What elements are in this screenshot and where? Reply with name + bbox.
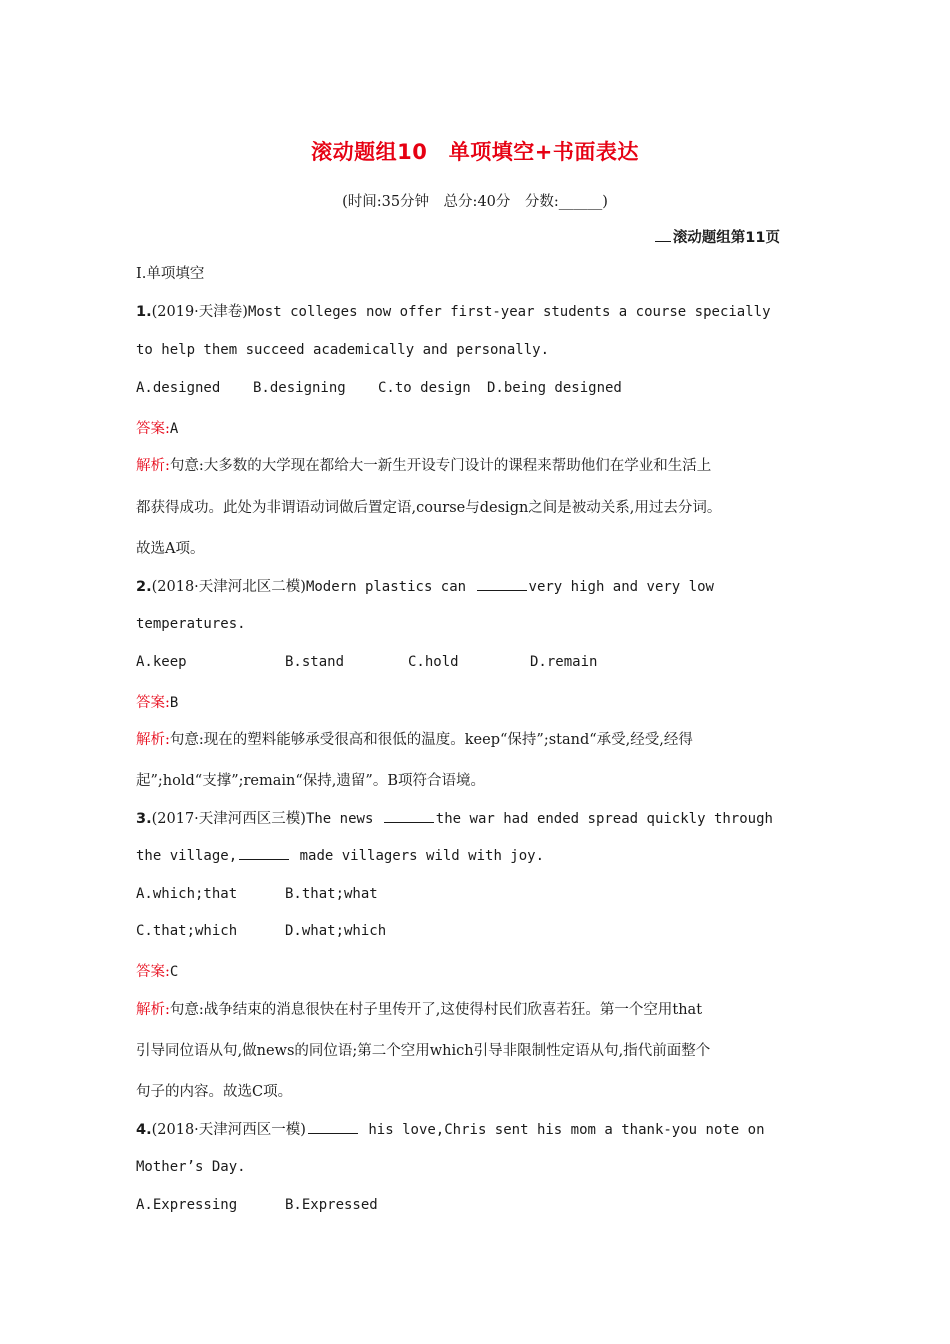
- option-b: B.Expressed: [285, 1197, 378, 1213]
- option-d: D.remain: [530, 654, 598, 670]
- question-source: (2018·天津河北区二模): [151, 579, 306, 595]
- question-text: Most colleges now offer first-year students a course specially: [247, 304, 771, 320]
- option-d: D.what;which: [285, 923, 387, 939]
- analysis-label: 解析:: [136, 1002, 170, 1018]
- question-source: (2018·天津河西区一模): [151, 1122, 306, 1138]
- analysis-label: 解析:: [136, 458, 170, 474]
- answer-value: A: [169, 421, 179, 437]
- page-title: 滚动题组10 单项填空+书面表达: [311, 140, 639, 164]
- blank-underline: [239, 858, 289, 860]
- question-2-stem-cont: temperatures.: [136, 616, 246, 632]
- analysis-line: 引导同位语从句,做news的同位语;第二个空用which引导非限制性定语从句,指代前面整个: [136, 1043, 711, 1059]
- question-number: 2.: [136, 579, 152, 595]
- question-4-stem-cont: Mother’s Day.: [136, 1159, 246, 1175]
- analysis-line: 都获得成功。此处为非谓语动词做后置定语,course与design之间是被动关系,用过去分词。: [136, 500, 722, 516]
- question-1-stem: [136, 300, 771, 321]
- analysis-line: 句子的内容。故选C项。: [136, 1084, 293, 1100]
- question-2-stem: 2.(2018·天津河北区二模)Modern plastics can very high and very low: [136, 579, 714, 595]
- question-source: (2019·天津卷): [151, 304, 248, 320]
- option-a: A.which;that: [136, 886, 238, 902]
- answer-line: [136, 691, 178, 712]
- analysis-line: 解析:句意:战争结束的消息很快在村子里传开了,这使得村民们欣喜若狂。第一个空用that: [136, 1002, 703, 1018]
- answer-label: 答案:: [136, 421, 170, 437]
- option-d: D.being designed: [487, 380, 622, 396]
- option-b: B.designing: [253, 380, 346, 396]
- answer-value: C: [169, 964, 179, 980]
- answer-value: B: [169, 695, 179, 711]
- section-heading: Ⅰ.单项填空: [136, 266, 205, 282]
- question-number: 4.: [136, 1122, 152, 1138]
- option-b: B.stand: [285, 654, 345, 670]
- blank-underline: [477, 589, 527, 591]
- option-a: A.Expressing: [136, 1197, 238, 1213]
- option-a: A.keep: [136, 654, 187, 670]
- option-c: C.hold: [408, 654, 459, 670]
- question-number: 1.: [136, 304, 152, 320]
- answer-line: [136, 960, 178, 981]
- question-number: 3.: [136, 811, 152, 827]
- analysis-line: 故选A项。: [136, 541, 205, 557]
- analysis-line: 解析:句意:大多数的大学现在都给大一新生开设专门设计的课程来帮助他们在学业和生活上: [136, 458, 712, 474]
- question-1-stem-cont: to help them succeed academically and personally.: [136, 342, 550, 358]
- option-c: C.to design: [378, 380, 471, 396]
- question-source: (2017·天津河西区三模): [151, 811, 306, 827]
- question-3-stem: 3.(2017·天津河西区三模)The news the war had ended spread quickly through: [136, 811, 773, 827]
- analysis-line: 解析:句意:现在的塑料能够承受很高和很低的温度。keep“保持”;stand“承受,经受,经得: [136, 732, 693, 748]
- question-3-stem-cont: the village, made villagers wild with joy.: [136, 848, 545, 864]
- option-a: A.designed: [136, 380, 221, 396]
- option-b: B.that;what: [285, 886, 378, 902]
- analysis-label: 解析:: [136, 732, 170, 748]
- question-4-stem: 4.(2018·天津河西区一模) his love,Chris sent his mom a thank-you note on: [136, 1122, 765, 1138]
- answer-label: 答案:: [136, 964, 170, 980]
- answer-line: [136, 417, 178, 438]
- exam-meta: (时间:35分钟 总分:40分 分数:______): [342, 194, 608, 210]
- blank-underline: [384, 821, 434, 823]
- blank-underline: [655, 241, 671, 242]
- answer-label: 答案:: [136, 695, 170, 711]
- analysis-line: 起”;hold“支撑”;remain“保持,遗留”。B项符合语境。: [136, 773, 485, 789]
- blank-underline: [308, 1132, 358, 1134]
- option-c: C.that;which: [136, 923, 238, 939]
- page-reference: 滚动题组第11页: [655, 226, 780, 247]
